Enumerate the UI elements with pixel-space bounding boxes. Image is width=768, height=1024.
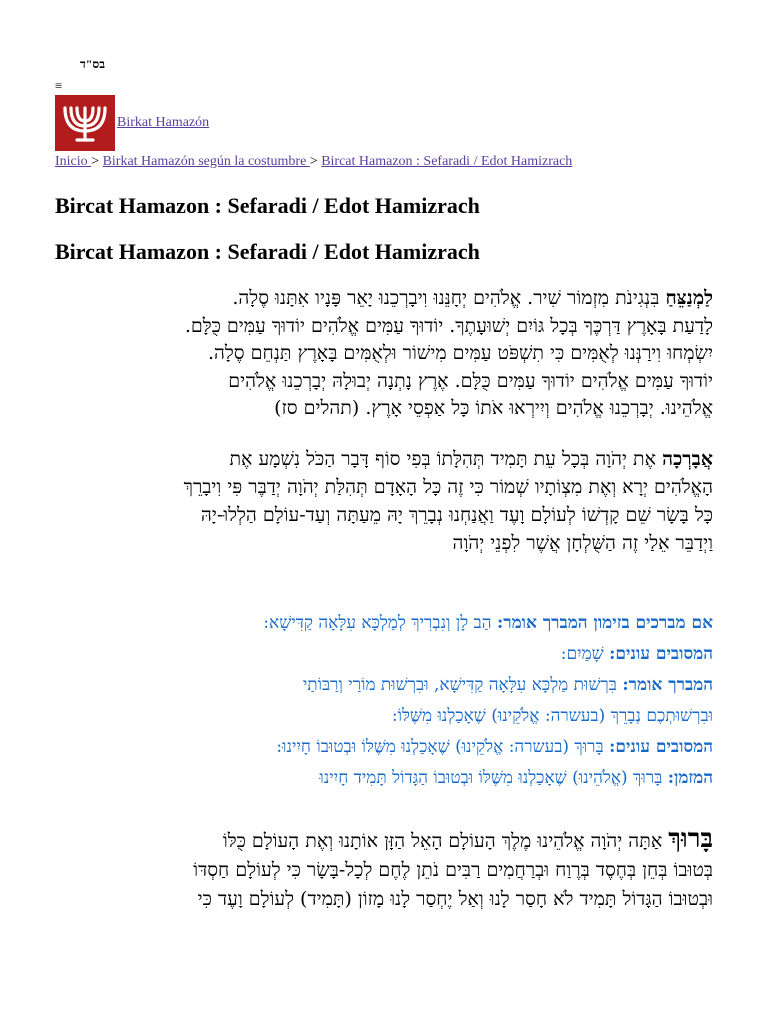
psalm-paragraph xyxy=(53,285,713,423)
zimun-row: אם מברכים בזימון המברך אומר: הַב לָן וְנִבְרִיךְ לְמַלְכָּא עִלָּאָה קַדִּישָׁא: xyxy=(263,613,713,633)
zimun-row: וּבִרְשׁוּתְכֶם נְבָרֵךְ (בעשרה: אֱלֹקֵינוּ) שֶׁאָכַלְנוּ מִשֶּׁלּוֹ: xyxy=(391,706,713,726)
baruch-line: וּבְטוּבוֹ הַגָּדוֹל תָּמִיד לֹא חָסַר לָנוּ וְאַל יֶחְסַר לָנוּ מָזוֹן (תָּמִיד) לְעוֹלָם וָעֶד כִּי xyxy=(197,888,713,910)
zimun-label: המסובים עונים: xyxy=(609,737,713,757)
page-title: Bircat Hamazon : Sefaradi / Edot Hamizrach xyxy=(55,193,480,218)
avarcha-line: הָאֱלֹהִים יְרָא וְאֶת מִצְוֹתָיו שְׁמוֹר כִּי זֶה כָּל הָאָדָם תְּהִלַּת יְהֹוָה יְדַבֶּר פִּי וִיבָרֵךְ xyxy=(183,476,713,498)
baruch-line: בְּטוּבוֹ בְּחֵן בְּחֶסֶד בְּרֶוַח וּבְרַחֲמִים רַבִּים נֹתֵן לֶחֶם לְכָל-בָּשָׂר כִּי לְעוֹלָם חַסְדּוֹ xyxy=(193,859,713,881)
psalm-first-word: לַמְנַצֵּחַ xyxy=(665,287,713,309)
avarcha-first-word: אֲבָרְכָה xyxy=(662,448,713,470)
avarcha-line: וַיְדַבֵּר אֵלַי זֶה הַשֻּׁלְחָן אֲשֶׁר לִפְנֵי יְהֹוָה xyxy=(452,532,713,554)
psalm-line: יוֹדוּךָ עַמִּים אֱלֹהִים יוֹדוּךָ עַמִּים כֻּלָּם. אֶרֶץ נָתְנָה יְבוּלָהּ יְבָרְכֵנוּ אֱלֹהִים xyxy=(228,369,713,392)
menorah-icon[interactable] xyxy=(55,95,115,151)
psalm-line: לַמְנַצֵּחַ בִּנְגִינֹת מִזְמוֹר שִׁיר. אֱלֹהִים יְחָנֵּנוּ וִיבָרְכֵנוּ יָאֵר פָּנָיו אִתָּנוּ סֶלָה. xyxy=(232,287,713,309)
breadcrumb-separator: > xyxy=(91,154,103,169)
zimun-row: המסובים עונים: בָּרוּךְ (בעשרה: אֱלֹקֵינוּ) שֶׁאָכַלְנוּ מִשֶּׁלּוֹ וּבְטוּבוֹ חָיִינוּ: xyxy=(276,737,713,757)
zimun-label: אם מברכים בזימון המברך אומר: xyxy=(496,613,713,633)
site-link[interactable]: Birkat Hamazón xyxy=(117,115,210,130)
hamburger-icon[interactable]: ≡ xyxy=(55,78,63,93)
avarcha-line: כָּל בָּשָׂר שֵׁם קָדְשׁוֹ לְעוֹלָם וָעֶד וַאֲנַחְנוּ נְבָרֵךְ יָהּ מֵעַתָּה וְעַד-עוֹלָם הַלְלוּ-יָהּ xyxy=(200,504,713,526)
page-subtitle: Bircat Hamazon : Sefaradi / Edot Hamizrach xyxy=(55,239,480,264)
zimun-label: המברך אומר: xyxy=(622,675,713,695)
baruch-first-word: בָּרוּךְ xyxy=(668,824,713,854)
breadcrumb xyxy=(55,154,572,170)
zimun-row: המזמן: בָּרוּךְ (אֱלֹהֵינוּ) שֶׁאָכַלְנוּ מִשֶּׁלּוֹ וּבְטוּבוֹ הַגָּדוֹל תָּמִיד חָיִינוּ xyxy=(319,768,713,788)
zimun-section xyxy=(33,608,713,794)
site-header xyxy=(55,95,209,151)
psalm-line: אֱלֹהֵינוּ. יְבָרְכֵנוּ אֱלֹהִים וְיִירְאוּ אֹתוֹ כָּל אַפְסֵי אָרֶץ. (תהלים סז) xyxy=(274,397,713,419)
bsd-mark: בס"ד xyxy=(80,57,106,71)
psalm-line: לָדַעַת בָּאָרֶץ דַּרְכֶּךָ בְּכָל גּוֹיִם יְשׁוּעָתֶךָ. יוֹדוּךָ עַמִּים אֱלֹהִים יוֹדוּךָ עַמִּים כֻּלָּם. xyxy=(184,314,713,337)
breadcrumb-separator: > xyxy=(309,154,322,169)
zimun-row: המסובים עונים: שָׁמַיִם: xyxy=(560,644,713,664)
zimun-label: המסובים עונים: xyxy=(609,644,713,664)
baruch-line: בָּרוּךְ אַתָּה יְהֹוָה אֱלֹהֵינוּ מֶלֶךְ הָעוֹלָם הָאֵל הַזָּן אוֹתָנוּ וְאֶת הָעוֹלָם כֻּלּוֹ xyxy=(222,824,713,854)
breadcrumb-section[interactable]: Birkat Hamazón según la costumbre xyxy=(102,154,310,169)
avarcha-line: אֲבָרְכָה אֶת יְהֹוָה בְּכָל עֵת תָּמִיד תְּהִלָּתוֹ בְּפִי סוֹף דָּבָר הַכֹּל נִשְׁמָע אֶת xyxy=(229,448,713,470)
avarcha-paragraph xyxy=(53,445,713,557)
zimun-label: המזמן: xyxy=(667,768,713,788)
breadcrumb-current[interactable]: Bircat Hamazon : Sefaradi / Edot Hamizrach xyxy=(321,154,573,169)
breadcrumb-home[interactable]: Inicio xyxy=(55,154,92,169)
zimun-row: המברך אומר: בִּרְשׁוּת מַלְכָּא עִלָּאָה קַדִּישָׁא, וּבִרְשׁוּת מוֹרַי וְרַבּוֹתַי xyxy=(302,675,713,695)
psalm-line: יִשְׂמְחוּ וִירַנְּנוּ לְאֻמִּים כִּי תִשְׁפֹּט עַמִּים מִישׁוֹר וּלְאֻמִּים בָּאָרֶץ תַּנְחֵם סֶלָה. xyxy=(207,342,713,364)
baruch-paragraph xyxy=(53,825,713,914)
